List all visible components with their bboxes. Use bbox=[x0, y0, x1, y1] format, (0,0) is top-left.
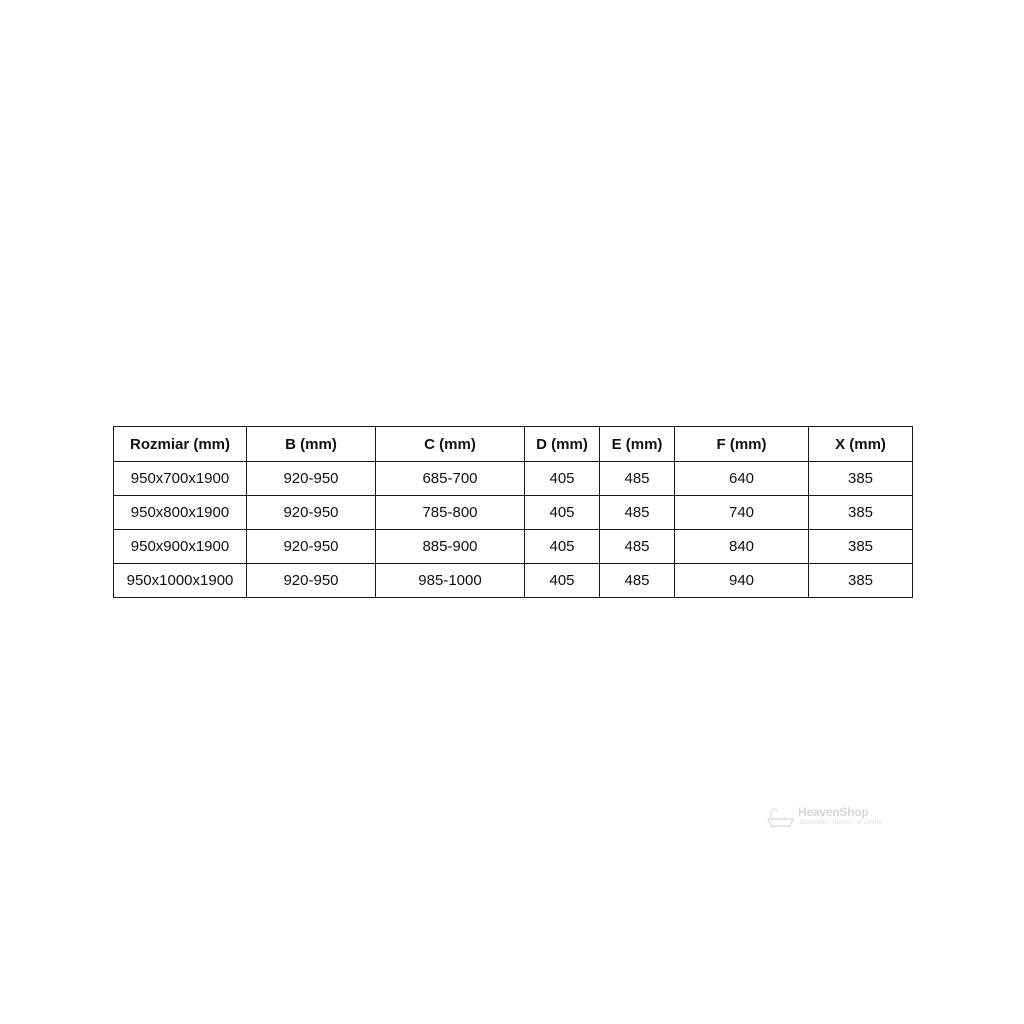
table-cell: 485 bbox=[600, 462, 675, 496]
table-cell: 920-950 bbox=[247, 462, 376, 496]
table-cell: 385 bbox=[809, 564, 913, 598]
table-cell: 950x900x1900 bbox=[114, 530, 247, 564]
watermark-name: HeavenShop bbox=[798, 805, 869, 819]
table-cell: 405 bbox=[525, 530, 600, 564]
table-cell: 920-950 bbox=[247, 530, 376, 564]
table-cell: 740 bbox=[675, 496, 809, 530]
header-rozmiar: Rozmiar (mm) bbox=[114, 427, 247, 462]
table-cell: 640 bbox=[675, 462, 809, 496]
dimensions-table bbox=[113, 426, 913, 598]
header-x: X (mm) bbox=[809, 427, 913, 462]
bathtub-icon bbox=[766, 807, 796, 829]
table-cell: 385 bbox=[809, 530, 913, 564]
table-cell: 950x800x1900 bbox=[114, 496, 247, 530]
table-cell: 840 bbox=[675, 530, 809, 564]
header-f: F (mm) bbox=[675, 427, 809, 462]
table-cell: 385 bbox=[809, 496, 913, 530]
table-row bbox=[114, 462, 913, 496]
table-cell: 920-950 bbox=[247, 496, 376, 530]
table-row bbox=[114, 496, 913, 530]
table-cell: 685-700 bbox=[376, 462, 525, 496]
table-cell: 785-800 bbox=[376, 496, 525, 530]
table-header-row bbox=[114, 427, 913, 462]
table-cell: 405 bbox=[525, 564, 600, 598]
table-cell: 950x700x1900 bbox=[114, 462, 247, 496]
table-row bbox=[114, 530, 913, 564]
table-cell: 940 bbox=[675, 564, 809, 598]
table-cell: 920-950 bbox=[247, 564, 376, 598]
table-cell: 485 bbox=[600, 530, 675, 564]
header-b: B (mm) bbox=[247, 427, 376, 462]
table-cell: 950x1000x1900 bbox=[114, 564, 247, 598]
table-cell: 885-900 bbox=[376, 530, 525, 564]
table-cell: 385 bbox=[809, 462, 913, 496]
watermark-tagline: łazienki, niebo, w cenie bbox=[800, 818, 884, 826]
header-c: C (mm) bbox=[376, 427, 525, 462]
table-cell: 485 bbox=[600, 564, 675, 598]
header-e: E (mm) bbox=[600, 427, 675, 462]
table-cell: 485 bbox=[600, 496, 675, 530]
table-cell: 405 bbox=[525, 462, 600, 496]
header-d: D (mm) bbox=[525, 427, 600, 462]
table-row bbox=[114, 564, 913, 598]
table-cell: 985-1000 bbox=[376, 564, 525, 598]
watermark-logo bbox=[766, 805, 886, 831]
table-cell: 405 bbox=[525, 496, 600, 530]
